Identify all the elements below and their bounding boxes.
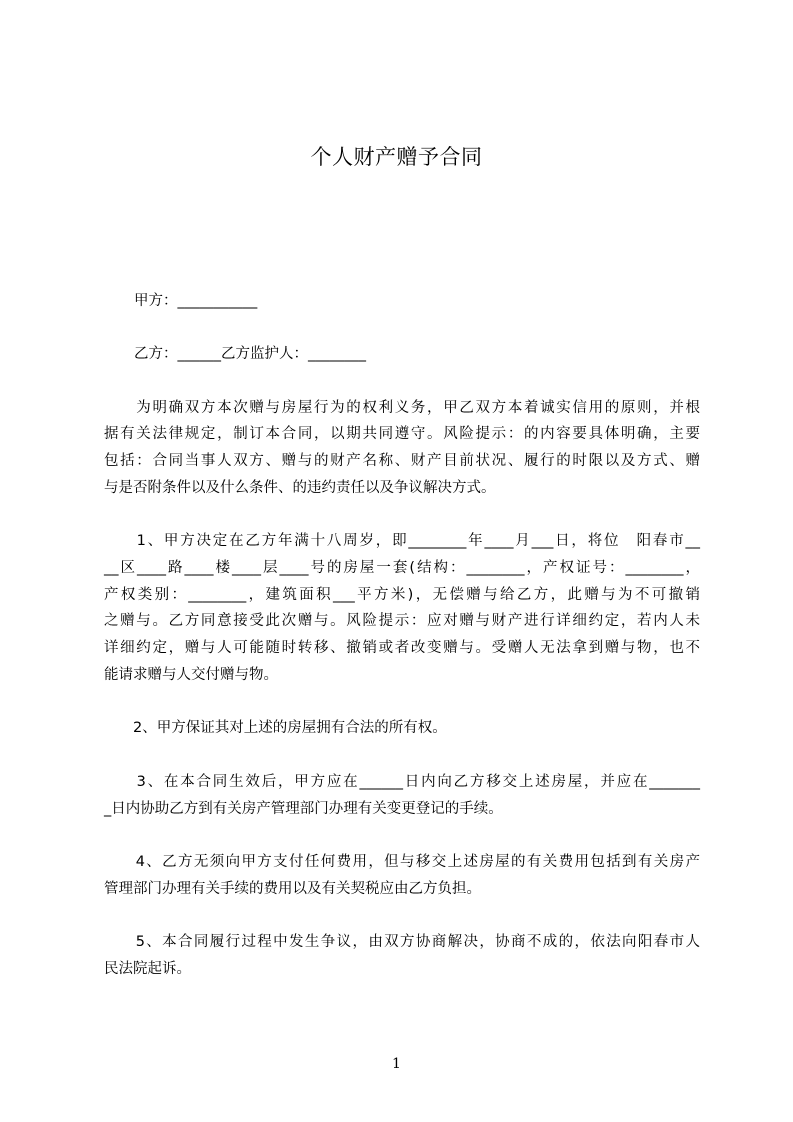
intro-line: 为明确双方本次赠与房屋行为的权利义务，甲乙双方本着诚实信用的原则，并根 xyxy=(104,400,700,416)
clause-4-line: 4、乙方无须向甲方支付任何费用，但与移交上述房屋的有关费用包括到有关房产 xyxy=(104,854,700,870)
intro-line: 与是否附条件以及什么条件、的违约责任以及争议解决方式。 xyxy=(104,480,496,496)
intro-line: 包括：合同当事人双方、赠与的财产名称、财产目前状况、履行的时限以及方式、赠 xyxy=(104,453,700,469)
clause-3-line: 3、在本合同生效后，甲方应在______日内向乙方移交上述房屋，并应在_______ xyxy=(104,774,700,790)
clause-1-line: __区____路____楼____层____号的房屋一套(结构：________，产权证号：________， xyxy=(104,560,700,576)
clause-3-line: _日内协助乙方到有关房产管理部门办理有关变更登记的手续。 xyxy=(104,801,503,817)
clause-2-paragraph: 2、甲方保证其对上述的房屋拥有合法的所有权。 xyxy=(104,720,447,736)
clause-5-line: 5、本合同履行过程中发生争议，由双方协商解决，协商不成的，依法向阳春市人 xyxy=(104,934,700,950)
clause-4-line: 管理部门办理有关手续的费用以及有关契税应由乙方负担。 xyxy=(104,881,481,897)
clause-1-line: 之赠与。乙方同意接受此次赠与。风险提示：应对赠与财产进行详细约定，若内人未 xyxy=(104,613,700,629)
intro-line: 据有关法律规定，制订本合同，以期共同遵守。风险提示：的内容要具体明确，主要 xyxy=(104,426,700,442)
party-a-line: 甲方：___________ xyxy=(134,293,258,309)
party-b-line: 乙方：______乙方监护人：________ xyxy=(134,346,366,362)
clause-1-line: 详细约定，赠与人可能随时转移、撤销或者改变赠与。受赠人无法拿到赠与物，也不 xyxy=(104,640,700,656)
clause-1-line: 产权类别：________，建筑面积___平方米)，无偿赠与给乙方，此赠与为不可撤销 xyxy=(104,587,700,603)
clause-1-line: 1、甲方决定在乙方年满十八周岁，即________年____月___日，将位 阳春市__ xyxy=(104,533,700,549)
clause-1-line: 能请求赠与人交付赠与物。 xyxy=(104,667,278,683)
clause-5-line: 民法院起诉。 xyxy=(104,961,191,977)
page-number: 1 xyxy=(392,1056,401,1072)
document-title: 个人财产赠予合同 xyxy=(310,145,483,169)
